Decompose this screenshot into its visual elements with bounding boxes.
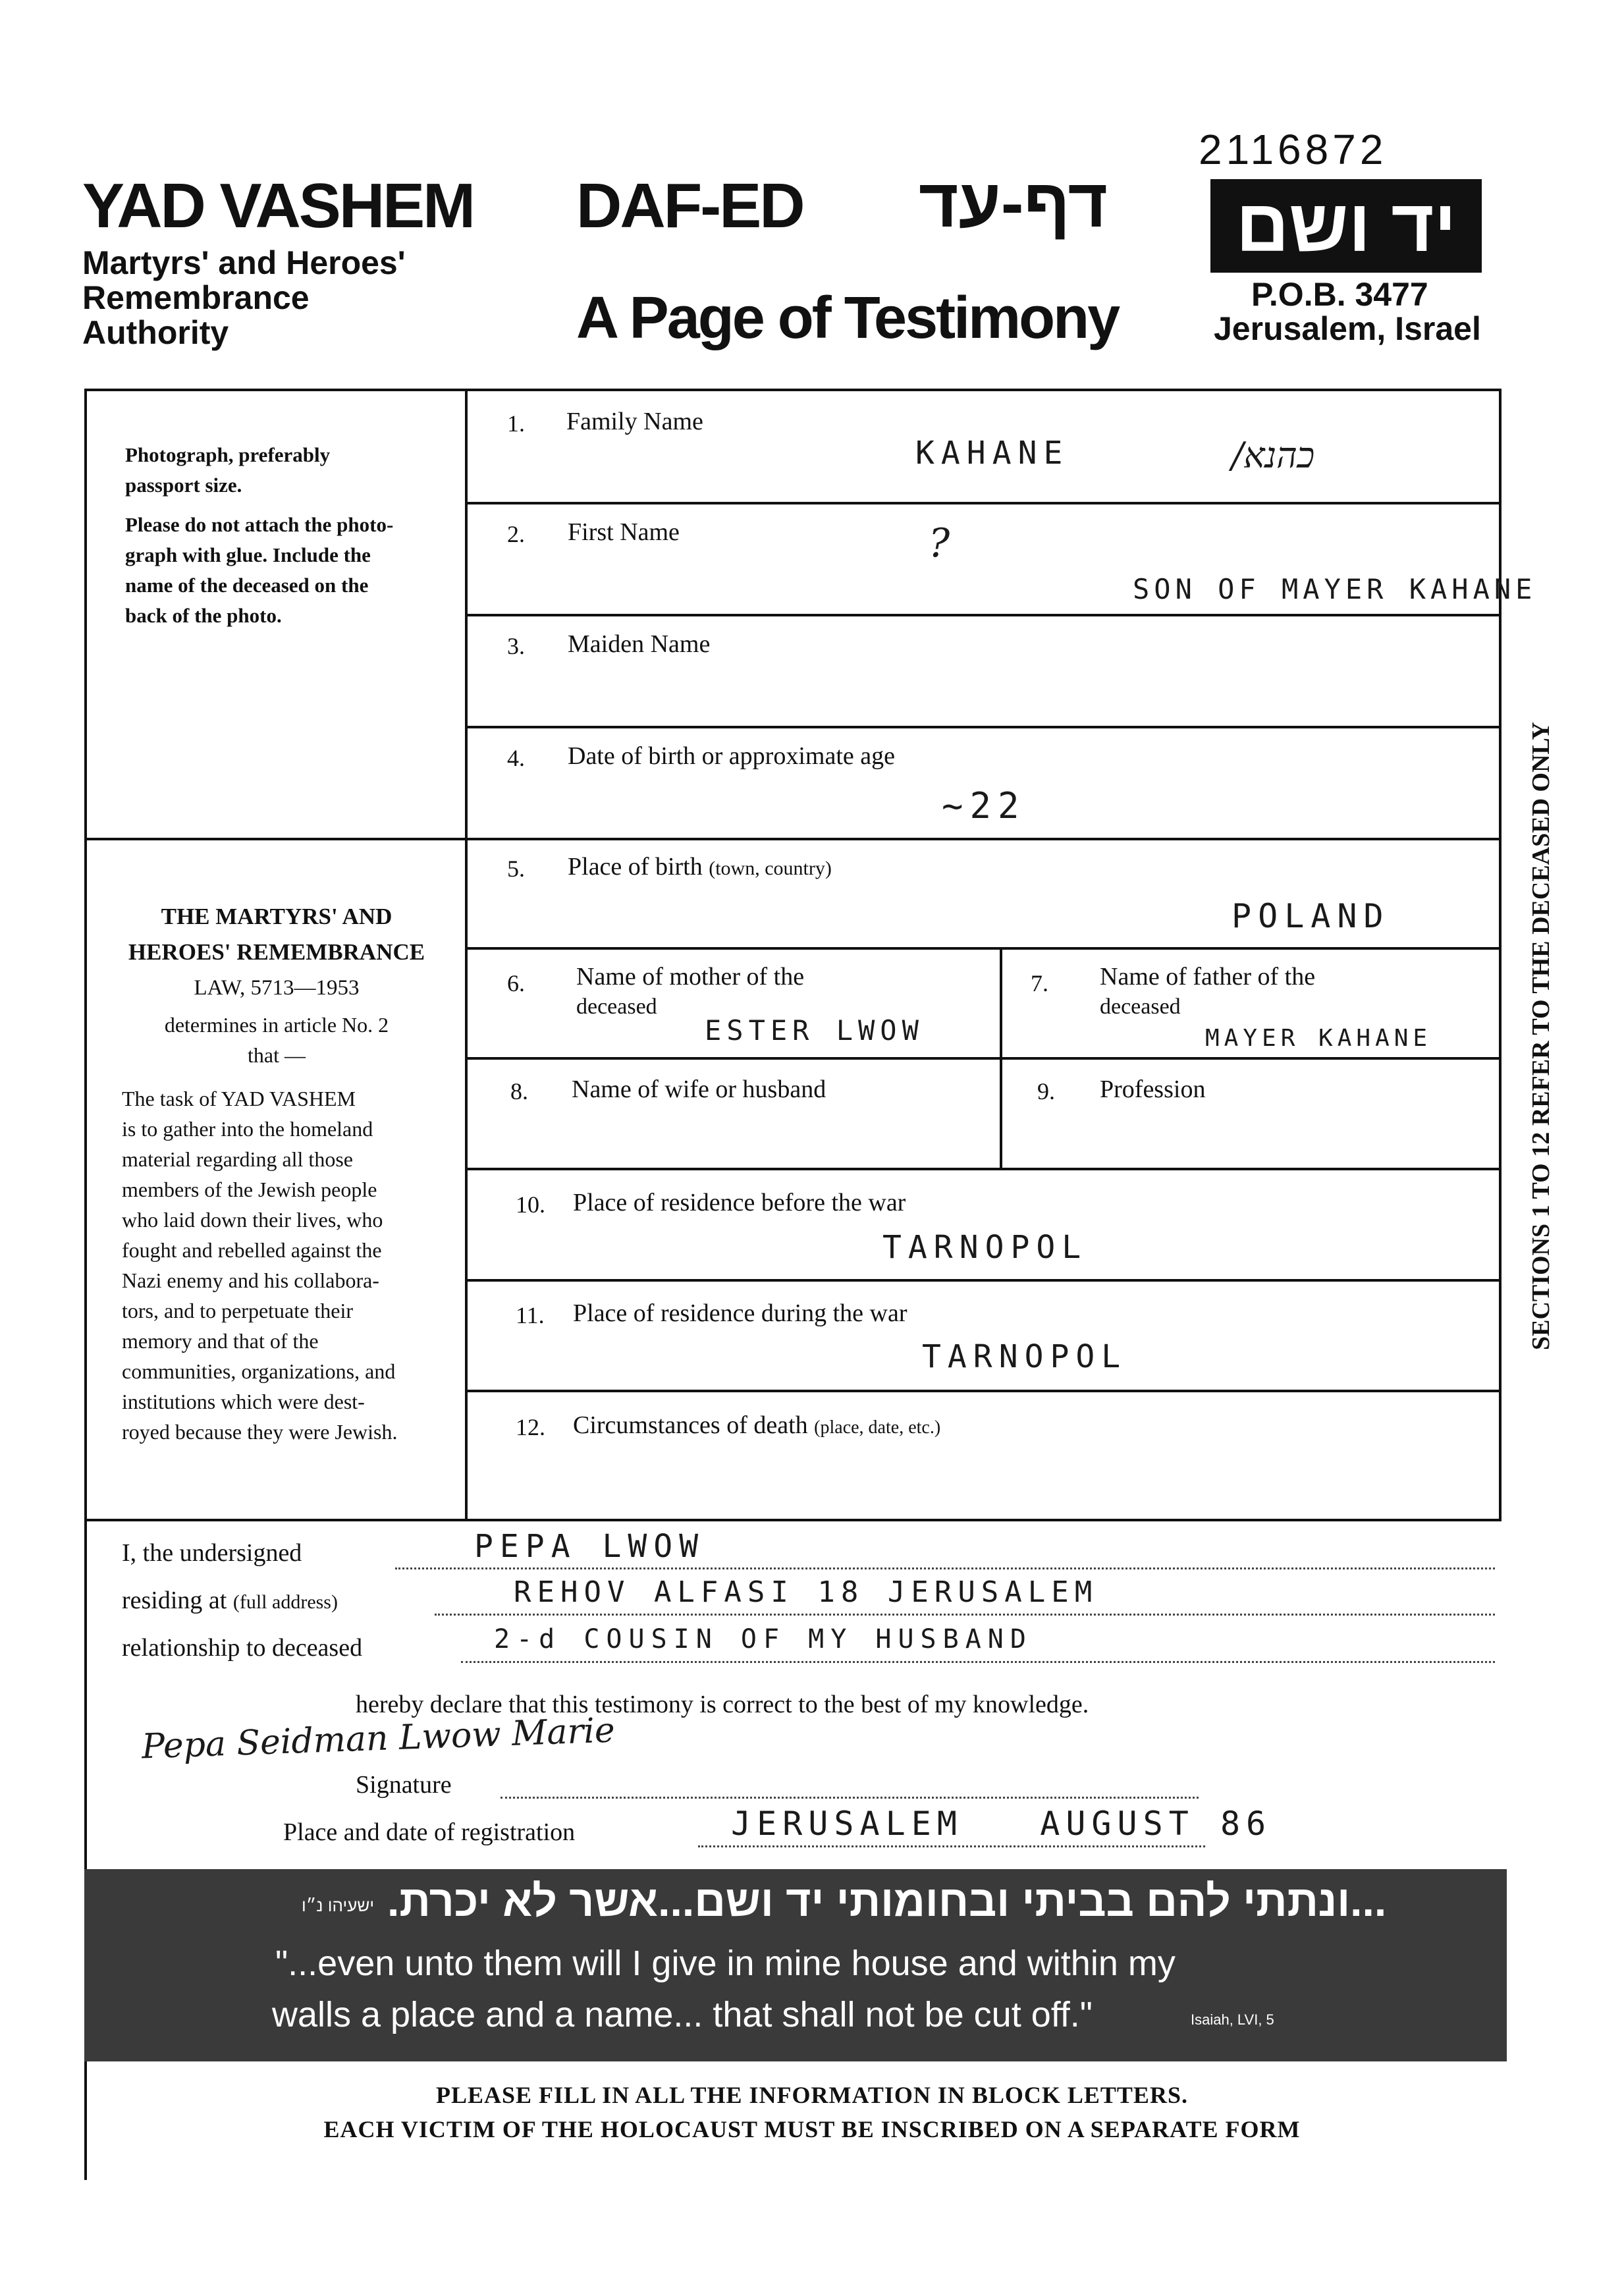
field-12-number: 12.: [516, 1414, 545, 1440]
law-body-line: tors, and to perpetuate their: [122, 1299, 353, 1322]
banner-english-2: walls a place and a name... that shall not be cut off.": [272, 1995, 1093, 2034]
undersigned-value[interactable]: PEPA LWOW: [474, 1528, 705, 1565]
org-subtitle-3: Authority: [82, 314, 229, 351]
field-4-number: 4.: [507, 745, 525, 771]
relationship-label: relationship to deceased: [122, 1634, 363, 1662]
family-name-hebrew-value[interactable]: כהנא/: [1232, 435, 1315, 476]
logo-hebrew-text: יד ושם: [1235, 184, 1457, 267]
banner-hebrew: ...ונתתי להם בביתי ובחומותי יד ושם...אשר לא יכרת.: [387, 1876, 1387, 1925]
age-value[interactable]: ~22: [942, 785, 1026, 827]
law-body-line: material regarding all those: [122, 1147, 353, 1171]
field-1-number: 1.: [507, 410, 525, 437]
residence-during-war-value[interactable]: TARNOPOL: [922, 1338, 1127, 1375]
field-7-label-line: deceased: [1100, 994, 1181, 1019]
law-body-line: Nazi enemy and his collabora-: [122, 1268, 379, 1292]
undersigned-label: I, the undersigned: [122, 1539, 302, 1567]
photo-instruction-line: name of the deceased on the: [125, 574, 369, 597]
field-5-number: 5.: [507, 856, 525, 882]
law-body-line: members of the Jewish people: [122, 1178, 377, 1201]
field-2-number: 2.: [507, 521, 525, 547]
field-8-label: Name of wife or husband: [572, 1076, 826, 1103]
signature-line: [501, 1797, 1199, 1799]
field-1-label: Family Name: [566, 408, 703, 435]
field-2-label: First Name: [568, 518, 680, 546]
photo-instruction-line: graph with glue. Include the: [125, 543, 371, 566]
residing-value[interactable]: REHOV ALFASI 18 JERUSALEM: [514, 1575, 1098, 1609]
form-title-hebrew: דף-עד: [919, 165, 1108, 242]
field-5-label-text: Place of birth: [568, 853, 703, 881]
law-body-line: The task of YAD VASHEM: [122, 1087, 356, 1110]
field-5-label-note: (town, country): [709, 858, 832, 879]
law-body-line: who laid down their lives, who: [122, 1208, 383, 1232]
field-6-number: 6.: [507, 970, 525, 996]
photo-instruction-line: back of the photo.: [125, 604, 282, 627]
law-body-line: fought and rebelled against the: [122, 1238, 382, 1262]
birthplace-value[interactable]: POLAND: [1232, 897, 1390, 935]
field-7-label-line: Name of father of the: [1100, 963, 1316, 991]
signature-scribble[interactable]: Pepa Seidman Lwow Marie: [141, 1710, 616, 1767]
field-9-label: Profession: [1100, 1076, 1206, 1103]
law-that: that —: [248, 1043, 306, 1067]
field-3-number: 3.: [507, 633, 525, 659]
law-body-line: is to gather into the homeland: [122, 1117, 373, 1141]
field-6-label-line: Name of mother of the: [576, 963, 805, 991]
field-12-label-text: Circumstances of death: [573, 1411, 808, 1439]
field-6-label: [576, 962, 804, 1022]
field-6-label-line: deceased: [576, 994, 657, 1019]
relationship-line: [461, 1661, 1495, 1663]
law-body-line: royed because they were Jewish.: [122, 1420, 398, 1444]
declaration-text: hereby declare that this testimony is correct to the best of my knowledge.: [356, 1691, 1089, 1718]
footer-line-1: PLEASE FILL IN ALL THE INFORMATION IN BLOCK LETTERS.: [436, 2082, 1188, 2108]
quote-banner: [84, 1869, 1507, 2061]
field-7-label: [1100, 962, 1315, 1022]
residence-before-war-value[interactable]: TARNOPOL: [882, 1229, 1088, 1266]
family-name-value[interactable]: KAHANE: [915, 435, 1069, 472]
city: Jerusalem, Israel: [1214, 310, 1481, 347]
residing-line: [435, 1614, 1495, 1616]
law-body-line: institutions which were dest-: [122, 1390, 365, 1413]
field-3-label: Maiden Name: [568, 630, 711, 658]
law-body: [122, 1083, 448, 1447]
side-note: SECTIONS 1 TO 12 REFER TO THE DECEASED ONLY: [1527, 722, 1555, 1350]
form-title-main: A Page of Testimony: [576, 285, 1119, 351]
field-11-label: Place of residence during the war: [573, 1299, 907, 1327]
first-name-value[interactable]: ?: [929, 520, 950, 566]
field-5-label: [568, 852, 832, 881]
father-name-value[interactable]: MAYER KAHANE: [1205, 1025, 1432, 1052]
place-date-line: [698, 1845, 1205, 1847]
banner-english-ref: Isaiah, LVI, 5: [1191, 2011, 1274, 2028]
signature-label: Signature: [356, 1771, 452, 1799]
org-name: YAD VASHEM: [82, 171, 474, 241]
law-body-line: memory and that of the: [122, 1329, 319, 1353]
footer-line-2: EACH VICTIM OF THE HOLOCAUST MUST BE INSCRIBED ON A SEPARATE FORM: [323, 2116, 1301, 2142]
org-subtitle-1: Martyrs' and Heroes': [82, 244, 406, 281]
banner-hebrew-ref: ישעיהו נ״ו: [302, 1895, 375, 1915]
field-12-label: [573, 1411, 940, 1440]
residing-label: [122, 1586, 338, 1615]
photo-title-1: Photograph, preferably: [125, 443, 331, 466]
law-box: [109, 899, 445, 1070]
mother-name-value[interactable]: ESTER LWOW: [705, 1014, 924, 1047]
field-9-number: 9.: [1037, 1078, 1055, 1104]
relationship-value[interactable]: 2-d COUSIN OF MY HUSBAND: [494, 1624, 1033, 1654]
banner-english-1: "...even unto them will I give in mine house and within my: [275, 1944, 1176, 1983]
law-title-line: LAW, 5713—1953: [194, 976, 360, 1000]
photo-title-2: passport size.: [125, 474, 242, 497]
field-11-number: 11.: [516, 1302, 545, 1328]
po-box: P.O.B. 3477: [1251, 276, 1428, 313]
residing-label-text: residing at: [122, 1587, 227, 1614]
photo-box: [125, 440, 448, 631]
undersigned-line: [395, 1567, 1495, 1569]
field-8-number: 8.: [510, 1078, 528, 1104]
place-date-value[interactable]: JERUSALEM AUGUST 86: [731, 1805, 1272, 1843]
form-title-translit: DAF-ED: [576, 171, 803, 241]
place-date-label: Place and date of registration: [283, 1818, 576, 1846]
field-4-label: Date of birth or approximate age: [568, 742, 895, 770]
residing-label-note: (full address): [232, 1591, 338, 1613]
form-number: 2116872: [1199, 126, 1388, 173]
org-subtitle-2: Remembrance: [82, 279, 310, 316]
yad-vashem-logo: [1210, 179, 1482, 273]
field-10-number: 10.: [516, 1191, 545, 1218]
first-name-note[interactable]: SON OF MAYER KAHANE: [1133, 573, 1537, 605]
law-body-line: communities, organizations, and: [122, 1359, 396, 1383]
law-determines: determines in article No. 2: [164, 1013, 389, 1037]
law-title-line: HEROES' REMEMBRANCE: [128, 939, 425, 965]
law-title-line: THE MARTYRS' AND: [161, 904, 392, 929]
field-12-label-note: (place, date, etc.): [814, 1417, 941, 1438]
photo-instruction-line: Please do not attach the photo-: [125, 513, 394, 536]
field-10-label: Place of residence before the war: [573, 1189, 906, 1216]
field-7-number: 7.: [1031, 970, 1048, 996]
